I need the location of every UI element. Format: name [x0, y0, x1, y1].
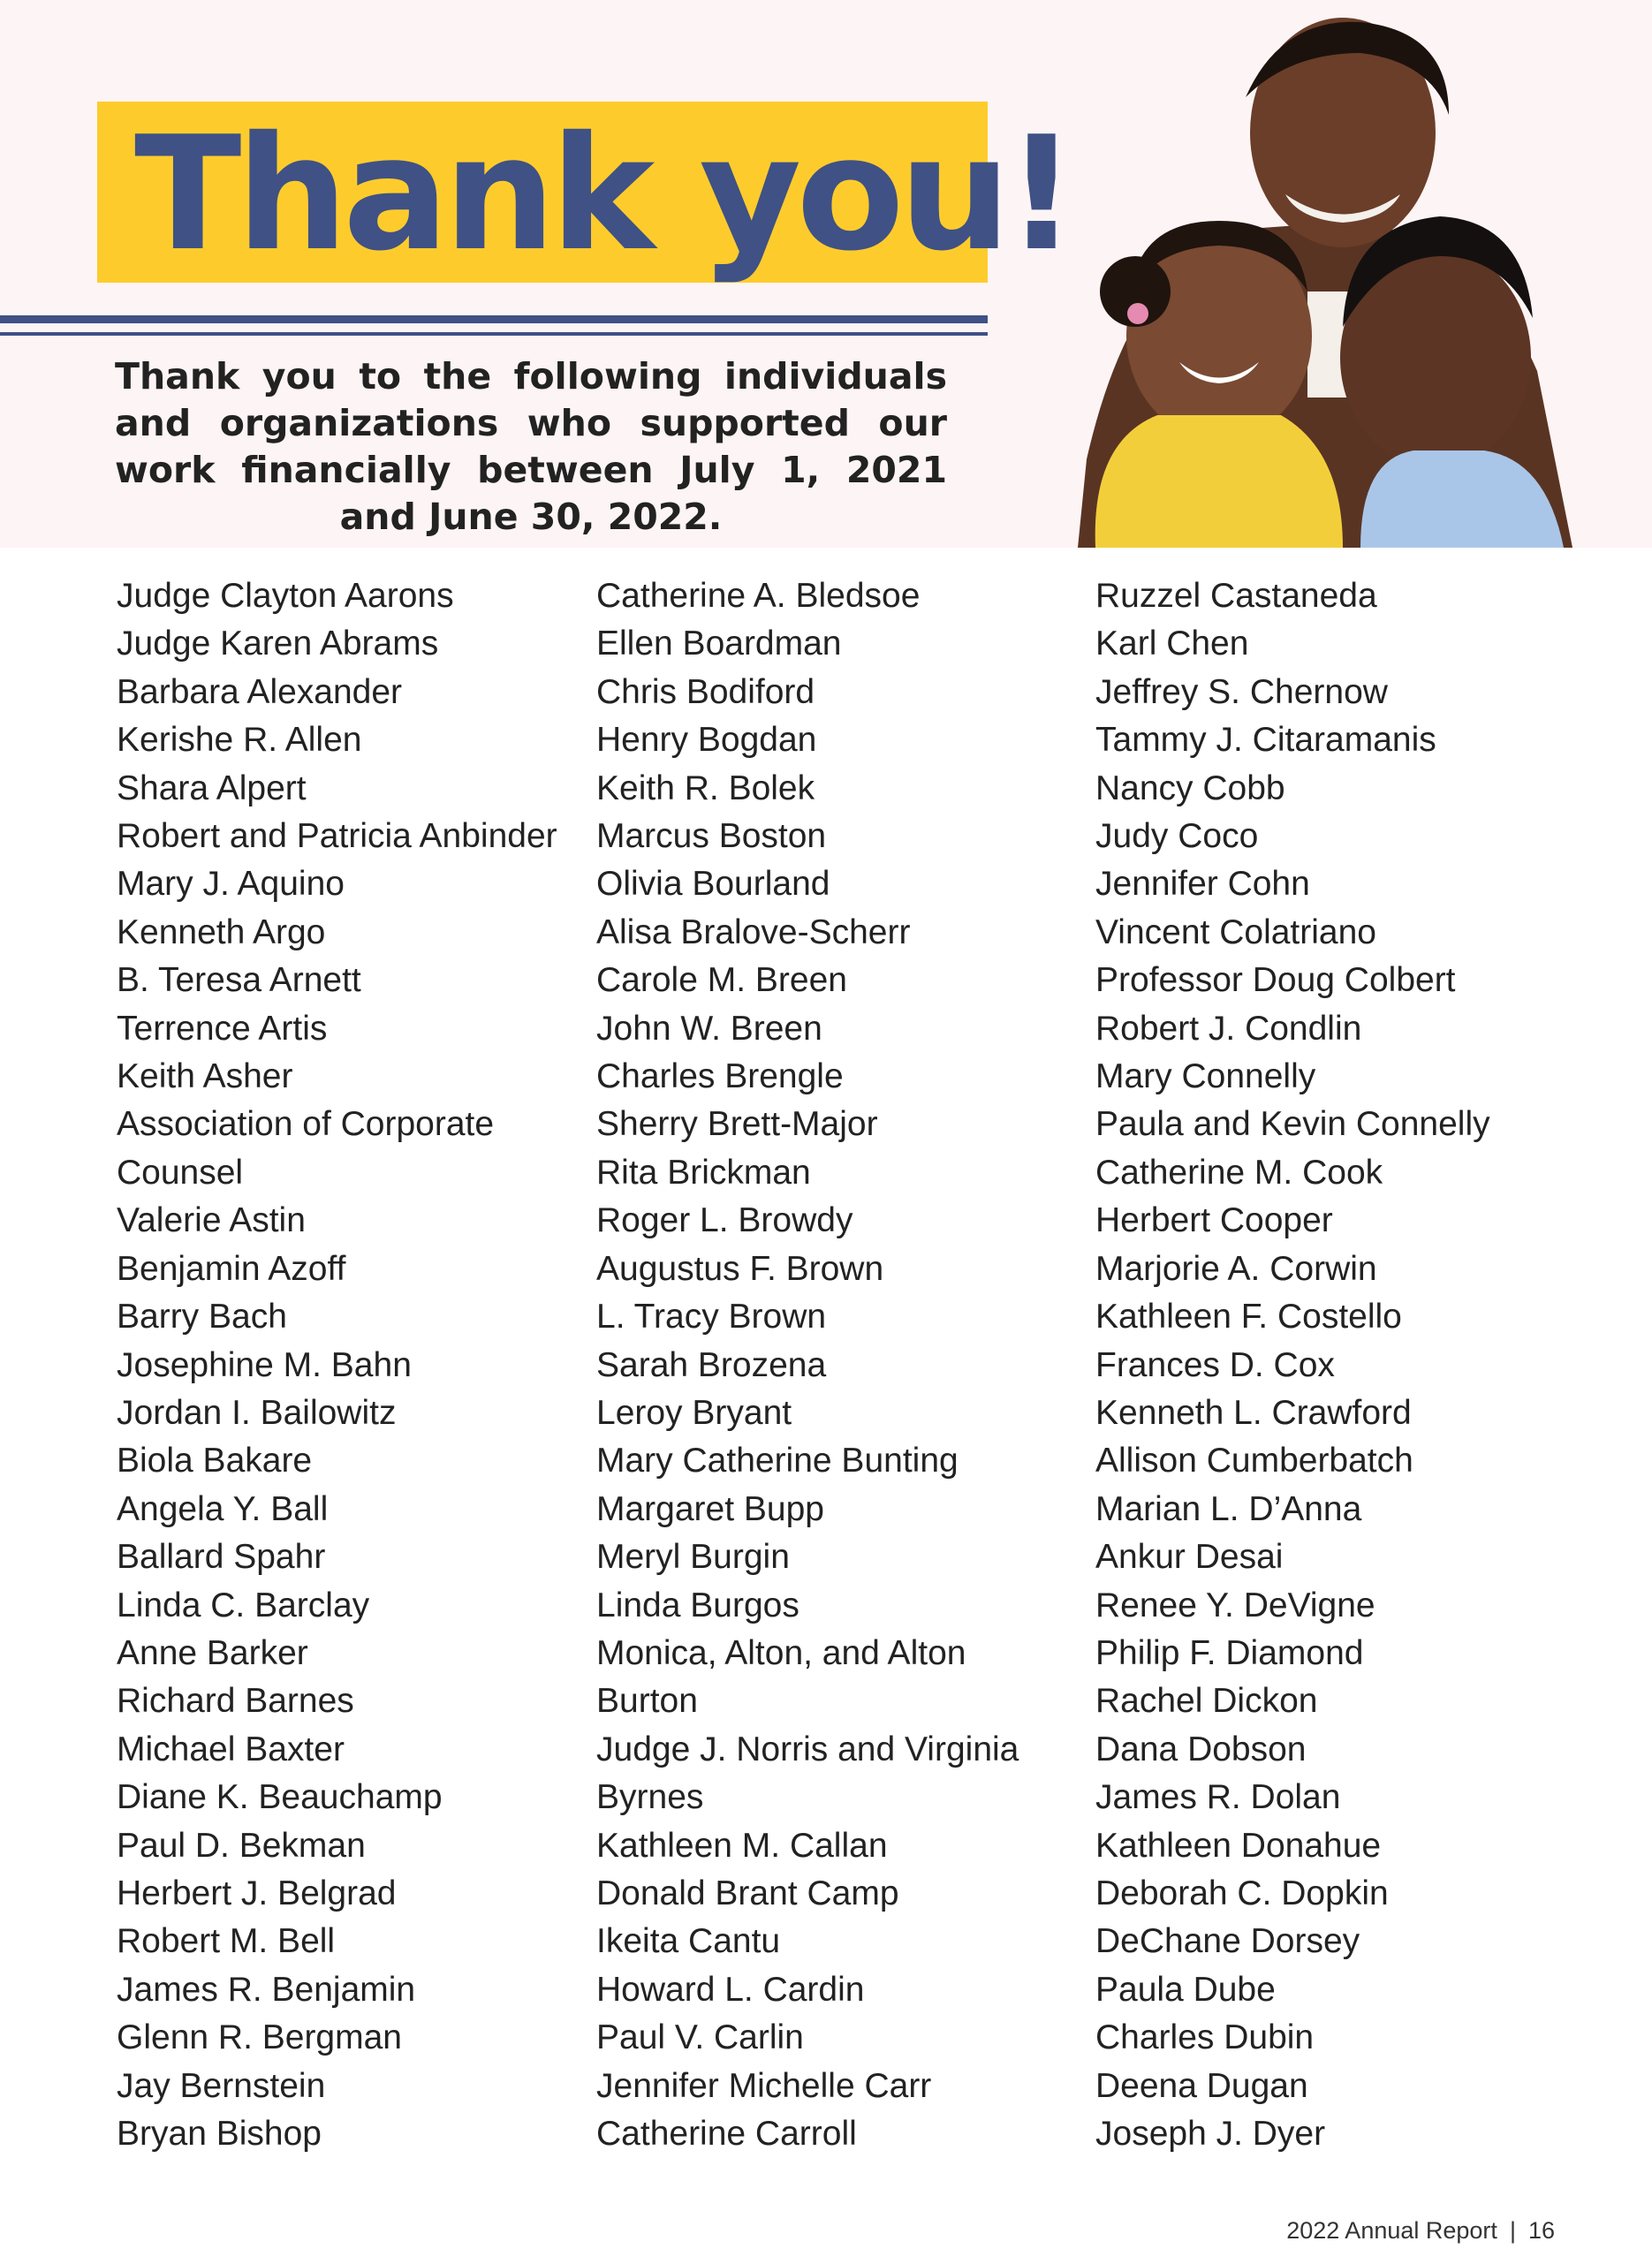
- donor-name: Roger L. Browdy: [596, 1201, 853, 1240]
- donor-name: Judge Clayton Aarons: [117, 577, 454, 615]
- donor-name: Joseph J. Dyer: [1095, 2115, 1326, 2153]
- donor-name: Shara Alpert: [117, 769, 307, 807]
- donor-name: Michael Baxter: [117, 1730, 345, 1768]
- donor-name: Catherine Carroll: [596, 2115, 857, 2153]
- donor-name: Allison Cumberbatch: [1095, 1442, 1413, 1480]
- donor-name: Angela Y. Ball: [117, 1489, 329, 1528]
- donor-name: Judge Karen Abrams: [117, 625, 439, 663]
- donor-name: Keith Asher: [117, 1057, 293, 1096]
- donor-name: Anne Barker: [117, 1633, 308, 1672]
- donor-name: Paula and Kevin Connelly: [1095, 1105, 1490, 1144]
- donor-name: Olivia Bourland: [596, 865, 830, 904]
- donor-name: Herbert J. Belgrad: [117, 1874, 397, 1912]
- donor-name: Frances D. Cox: [1095, 1345, 1335, 1384]
- donor-name: Kathleen M. Callan: [596, 1826, 888, 1865]
- page-number: 16: [1527, 2217, 1555, 2244]
- donor-name: Monica, Alton, and Alton: [596, 1633, 966, 1672]
- donor-name: Byrnes: [596, 1778, 704, 1817]
- donor-name: Robert and Patricia Anbinder: [117, 817, 557, 856]
- donor-name: Ballard Spahr: [117, 1538, 326, 1577]
- donor-name: Philip F. Diamond: [1095, 1633, 1364, 1672]
- donor-name: Paula Dube: [1095, 1970, 1276, 2009]
- donor-name: Diane K. Beauchamp: [117, 1778, 443, 1817]
- donor-name: Bryan Bishop: [117, 2115, 322, 2153]
- donor-name: B. Teresa Arnett: [117, 961, 361, 1000]
- donor-name: Association of Corporate: [117, 1105, 495, 1144]
- donor-name: Vincent Colatriano: [1095, 912, 1376, 951]
- footer-separator: |: [1509, 2217, 1516, 2244]
- donor-name: Herbert Cooper: [1095, 1201, 1333, 1240]
- donor-name: Charles Dubin: [1095, 2018, 1315, 2057]
- donor-column-2: [596, 572, 1019, 2158]
- donor-name: Paul V. Carlin: [596, 2018, 804, 2057]
- donor-name: Benjamin Azoff: [117, 1249, 346, 1288]
- donor-name: Linda Burgos: [596, 1586, 799, 1624]
- title-rule-thin: [0, 332, 988, 336]
- donor-name: Chris Bodiford: [596, 672, 815, 711]
- donor-name: Robert J. Condlin: [1095, 1009, 1362, 1048]
- donor-name: Barbara Alexander: [117, 672, 403, 711]
- donor-name: Marian L. D’Anna: [1095, 1489, 1362, 1528]
- donor-name: Kenneth Argo: [117, 912, 326, 951]
- footer-report-label: 2022 Annual Report: [1286, 2217, 1497, 2244]
- donor-name: Judy Coco: [1095, 817, 1259, 856]
- donor-name: Barry Bach: [117, 1298, 287, 1336]
- page-footer: [1286, 2217, 1555, 2245]
- donor-name: Karl Chen: [1095, 625, 1249, 663]
- donor-name: Dana Dobson: [1095, 1730, 1307, 1768]
- donor-name: Leroy Bryant: [596, 1393, 792, 1432]
- donor-column-3: [1095, 572, 1490, 2158]
- donor-column-1: [117, 572, 557, 2158]
- donor-name: Ikeita Cantu: [596, 1922, 781, 1961]
- donor-name: Paul D. Bekman: [117, 1826, 366, 1865]
- donor-name: Kathleen F. Costello: [1095, 1298, 1402, 1336]
- donor-name: Richard Barnes: [117, 1682, 354, 1721]
- donor-name: Charles Brengle: [596, 1057, 844, 1096]
- donor-name: Rita Brickman: [596, 1153, 811, 1192]
- donor-name: Deena Dugan: [1095, 2066, 1308, 2105]
- donor-name: Carole M. Breen: [596, 961, 847, 1000]
- donor-name: Rachel Dickon: [1095, 1682, 1318, 1721]
- donor-name: Donald Brant Camp: [596, 1874, 899, 1912]
- donor-name: Biola Bakare: [117, 1442, 313, 1480]
- donor-name: Counsel: [117, 1153, 244, 1192]
- donor-name: Ellen Boardman: [596, 625, 842, 663]
- donor-name: Marjorie A. Corwin: [1095, 1249, 1377, 1288]
- donor-name: Kathleen Donahue: [1095, 1826, 1382, 1865]
- donor-name: Terrence Artis: [117, 1009, 328, 1048]
- donor-name: Deborah C. Dopkin: [1095, 1874, 1389, 1912]
- donor-name: Alisa Bralove-Scherr: [596, 912, 911, 951]
- donor-name: Jennifer Michelle Carr: [596, 2066, 932, 2105]
- donor-name: Professor Doug Colbert: [1095, 961, 1456, 1000]
- donor-name: Keith R. Bolek: [596, 769, 815, 807]
- donor-name: Jeffrey S. Chernow: [1095, 672, 1388, 711]
- donor-name: John W. Breen: [596, 1009, 822, 1048]
- donor-name: DeChane Dorsey: [1095, 1922, 1360, 1961]
- donor-name: Meryl Burgin: [596, 1538, 790, 1577]
- donor-name: Ruzzel Castaneda: [1095, 577, 1377, 615]
- donor-name: Jennifer Cohn: [1095, 865, 1310, 904]
- donor-name: Tammy J. Citaramanis: [1095, 721, 1436, 760]
- donor-name: Valerie Astin: [117, 1201, 306, 1240]
- donor-name: James R. Benjamin: [117, 1970, 416, 2009]
- donor-name: Glenn R. Bergman: [117, 2018, 402, 2057]
- donor-name: Sarah Brozena: [596, 1345, 827, 1384]
- donor-name: Jay Bernstein: [117, 2066, 326, 2105]
- page-title: Thank you!: [134, 102, 1072, 285]
- donor-name: Renee Y. DeVigne: [1095, 1586, 1375, 1624]
- donor-name: James R. Dolan: [1095, 1778, 1341, 1817]
- donor-name: Sherry Brett-Major: [596, 1105, 878, 1144]
- donor-name: Mary Catherine Bunting: [596, 1442, 959, 1480]
- donor-name: Kenneth L. Crawford: [1095, 1393, 1412, 1432]
- donor-name: Ankur Desai: [1095, 1538, 1284, 1577]
- donor-name: Howard L. Cardin: [596, 1970, 865, 2009]
- donor-name: Margaret Bupp: [596, 1489, 824, 1528]
- donor-name: Henry Bogdan: [596, 721, 817, 760]
- donor-name: Marcus Boston: [596, 817, 827, 856]
- donor-name: Catherine A. Bledsoe: [596, 577, 921, 615]
- donor-name: Jordan I. Bailowitz: [117, 1393, 397, 1432]
- donor-name: Catherine M. Cook: [1095, 1153, 1383, 1192]
- donor-name: Mary Connelly: [1095, 1057, 1316, 1096]
- donor-name: L. Tracy Brown: [596, 1298, 827, 1336]
- donor-name: Judge J. Norris and Virginia: [596, 1730, 1019, 1768]
- donor-name: Kerishe R. Allen: [117, 721, 362, 760]
- donor-name: Nancy Cobb: [1095, 769, 1285, 807]
- donor-name: Robert M. Bell: [117, 1922, 336, 1961]
- intro-text: Thank you to the following individuals and organizations who supported our work financially between July 1, 2021 and June 30, 2022.: [115, 355, 947, 538]
- donor-name: Burton: [596, 1682, 698, 1721]
- donor-name: Linda C. Barclay: [117, 1586, 370, 1624]
- donor-name: Mary J. Aquino: [117, 865, 345, 904]
- donor-name: Josephine M. Bahn: [117, 1345, 412, 1384]
- donor-name: Augustus F. Brown: [596, 1249, 884, 1288]
- title-rule-thick: [0, 315, 988, 323]
